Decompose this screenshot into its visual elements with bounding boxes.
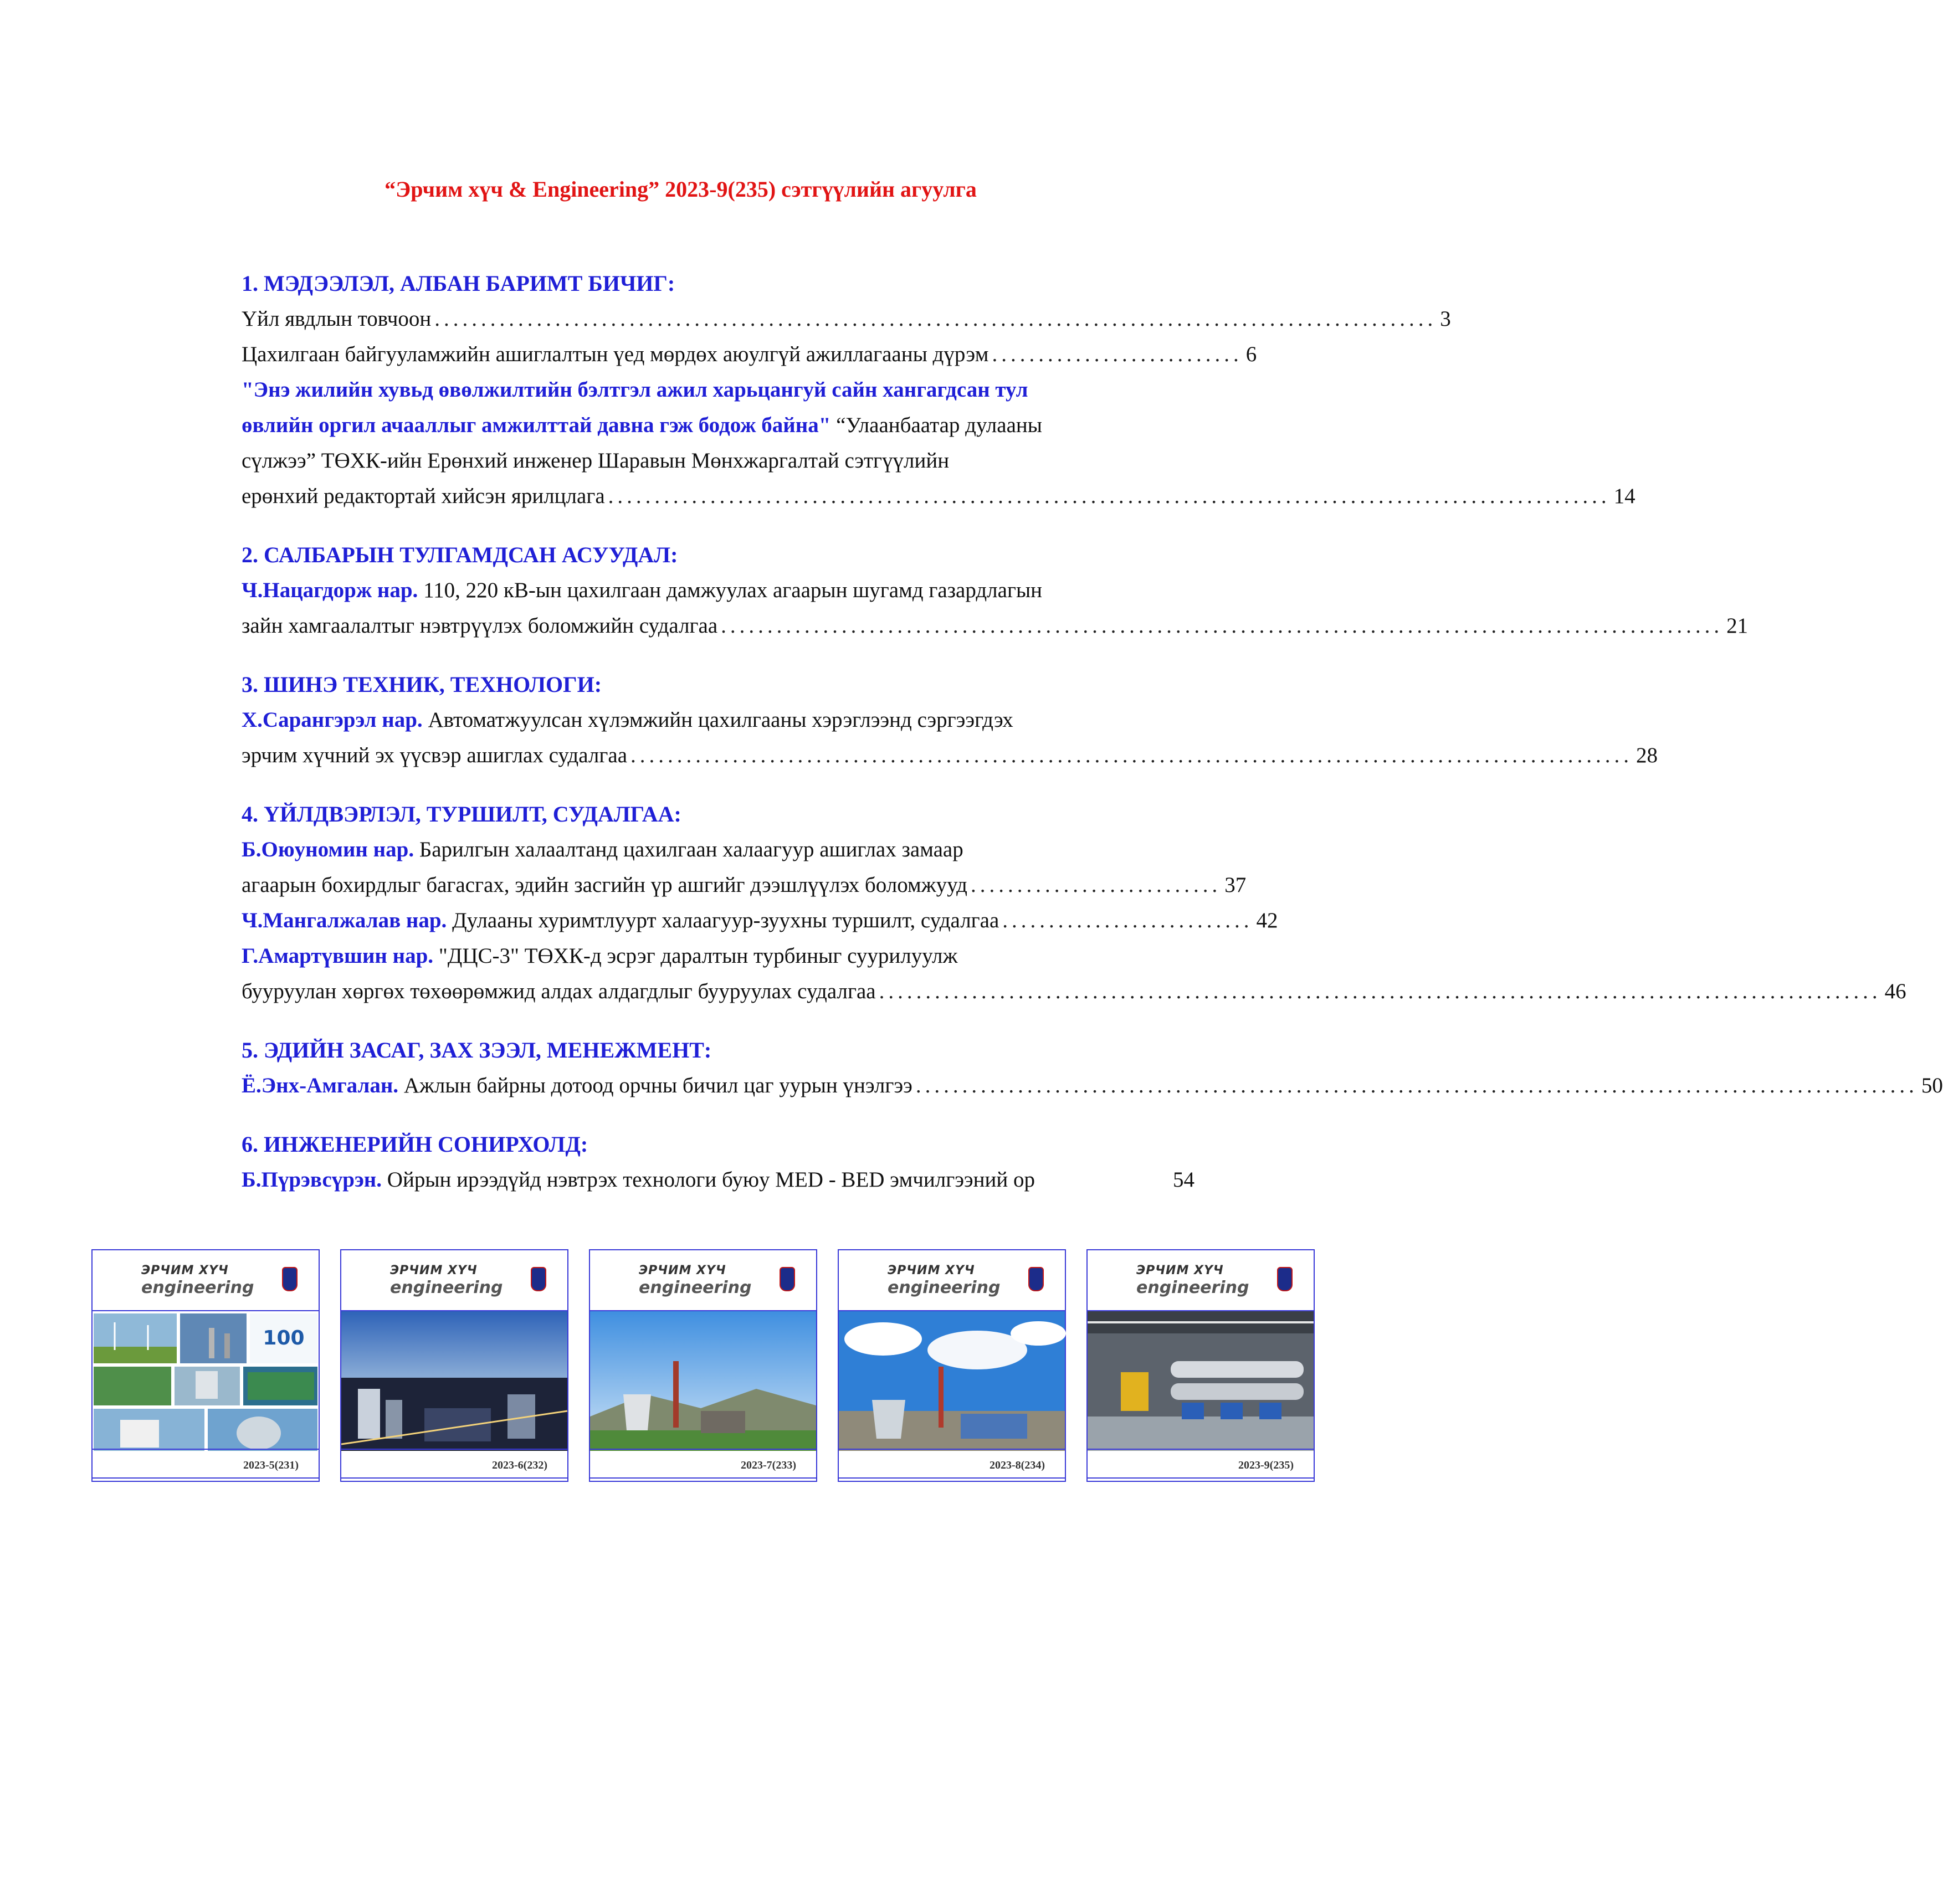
magazine-cover[interactable] <box>91 1249 320 1482</box>
badge-100: 100 <box>263 1327 305 1349</box>
dot-leader: ........................... <box>1002 909 1253 932</box>
cover-photo-boiler-room <box>1088 1311 1314 1451</box>
toc-entry[interactable] <box>242 868 1247 903</box>
cover-brand: engineering <box>141 1278 254 1297</box>
cover-brand: ЭРЧИМ ХҮЧ <box>888 1264 975 1277</box>
section-5 <box>242 1033 1943 1104</box>
cover-footer <box>93 1449 319 1481</box>
entry-title: агаарын бохирдлыг багасгах, эдийн засгийн үр ашгийг дээшлүүлэх боломжууд <box>242 873 967 897</box>
entry-title: Ойрын ирээдүйд нэвтрэх технологи буюу MED - BED эмчилгээний ор <box>382 1168 1035 1192</box>
cover-brand: ЭРЧИМ ХҮЧ <box>1136 1264 1224 1277</box>
section-heading: 6. ИНЖЕНЕРИЙН СОНИРХОЛД: <box>242 1132 588 1157</box>
cover-photo-plant-clouds <box>839 1311 1065 1451</box>
page-title: “Эрчим хүч & Engineering” 2023-9(235) сэтгүүлийн агуулга <box>385 177 977 202</box>
emblem-icon <box>1277 1267 1293 1291</box>
article-line[interactable]: Ч.Нацагдорж нар. 110, 220 кВ-ын цахилгаан дамжуулах агаарын шугамд газардлагын <box>242 578 1043 602</box>
page-number: 21 <box>1726 614 1749 638</box>
entry-title: Дулааны хуримтлуурт халаагуур-зуухны туршилт, судалгаа <box>447 909 999 932</box>
cover-header <box>93 1250 319 1311</box>
entry-title: бууруулан хөргөх төхөөрөмжид алдах алдагдлыг бууруулах судалгаа <box>242 979 876 1003</box>
toc-entry[interactable] <box>242 479 1636 514</box>
emblem-icon <box>1028 1267 1044 1291</box>
page-number: 6 <box>1245 342 1257 366</box>
page-number: 3 <box>1440 307 1451 331</box>
cover-brand: engineering <box>1136 1278 1249 1297</box>
article-author: Ё.Энх-Амгалан. <box>242 1074 399 1097</box>
cover-header <box>341 1250 567 1311</box>
section-6 <box>242 1127 1194 1198</box>
page-number: 50 <box>1921 1074 1943 1097</box>
section-heading: 1. МЭДЭЭЛЭЛ, АЛБАН БАРИМТ БИЧИГ: <box>242 271 675 296</box>
page-number: 28 <box>1636 743 1658 767</box>
article-author: Х.Сарангэрэл нар. <box>242 708 423 732</box>
issue-number: 2023-7(233) <box>741 1459 796 1471</box>
entry-title: зайн хамгаалалтыг нэвтрүүлэх боломжийн судалгаа <box>242 614 718 638</box>
page-number: 42 <box>1256 909 1278 932</box>
article-author: Г.Амартүвшин нар. <box>242 944 434 968</box>
dot-leader: ............................................................................................................ <box>721 614 1724 638</box>
interview-desc-line: сүлжээ” ТӨХК-ийн Ерөнхий инженер Шаравын Мөнхжаргалтай сэтгүүлийн <box>242 449 950 473</box>
cover-footer <box>341 1449 567 1481</box>
entry-title: Цахилгаан байгууламжийн ашиглалтын үед мөрдөх аюулгүй ажиллагааны дүрэм <box>242 342 989 366</box>
page-number: 54 <box>1173 1168 1194 1192</box>
cover-brand: engineering <box>639 1278 752 1297</box>
article-author: Б.Пүрэвсүрэн. <box>242 1168 382 1192</box>
section-heading: 2. САЛБАРЫН ТУЛГАМДСАН АСУУДАЛ: <box>242 542 678 567</box>
cover-brand: engineering <box>888 1278 1001 1297</box>
dot-leader: ........................... <box>992 342 1243 366</box>
cover-brand: engineering <box>390 1278 503 1297</box>
dot-leader: ............................................................................................................ <box>630 743 1633 767</box>
toc-entry[interactable] <box>242 301 1451 337</box>
cover-footer <box>839 1449 1065 1481</box>
footer-rule <box>590 1477 816 1479</box>
toc-entry[interactable] <box>242 1068 1943 1104</box>
toc-entry[interactable] <box>242 974 1906 1009</box>
dot-leader: ............................................................................................................ <box>434 307 1437 331</box>
page-number: 14 <box>1613 484 1636 508</box>
magazine-cover[interactable] <box>1086 1249 1315 1482</box>
interview-title-line[interactable]: "Энэ жилийн хувьд өвөлжилтийн бэлтгэл ажил харьцангуй сайн хангагдсан тул <box>242 378 1028 402</box>
toc-entry[interactable] <box>242 1162 1194 1198</box>
issue-number: 2023-6(232) <box>492 1459 547 1471</box>
emblem-icon <box>780 1267 795 1291</box>
section-4 <box>242 797 1906 1009</box>
cover-photo-city-night <box>341 1311 567 1451</box>
entry-title: Үйл явдлын товчоон <box>242 307 432 331</box>
cover-brand: ЭРЧИМ ХҮЧ <box>390 1264 478 1277</box>
page-number: 46 <box>1884 979 1906 1003</box>
cover-gallery <box>91 1249 1316 1482</box>
cover-photo-power-plant <box>590 1311 816 1451</box>
footer-rule <box>93 1477 319 1479</box>
dot-leader: ............................................................................................................ <box>608 484 1611 508</box>
cover-footer <box>1088 1449 1314 1481</box>
issue-number: 2023-5(231) <box>243 1459 299 1471</box>
entry-title: ерөнхий редактортай хийсэн ярилцлага <box>242 484 605 508</box>
magazine-cover[interactable] <box>340 1249 568 1482</box>
magazine-cover[interactable] <box>589 1249 817 1482</box>
article-author: Ч.Мангалжалав нар. <box>242 909 447 932</box>
entry-title: Ажлын байрны дотоод орчны бичил цаг уурын үнэлгээ <box>398 1074 912 1097</box>
footer-rule <box>839 1477 1065 1479</box>
dot-leader: ........................... <box>970 873 1222 897</box>
cover-header <box>590 1250 816 1311</box>
dot-leader: ............................................................................................................ <box>879 979 1882 1003</box>
cover-brand: ЭРЧИМ ХҮЧ <box>141 1264 229 1277</box>
footer-rule <box>1088 1477 1314 1479</box>
cover-photo-collage <box>93 1311 319 1451</box>
section-heading: 4. ҮЙЛДВЭРЛЭЛ, ТУРШИЛТ, СУДАЛГАА: <box>242 802 681 827</box>
section-3 <box>242 667 1658 773</box>
toc-entry[interactable] <box>242 608 1749 644</box>
cover-header <box>1088 1250 1314 1311</box>
section-heading: 5. ЭДИЙН ЗАСАГ, ЗАХ ЗЭЭЛ, МЕНЕЖМЕНТ: <box>242 1038 712 1063</box>
article-line[interactable]: Г.Амартүвшин нар. "ДЦС-3" ТӨХК-д эсрэг даралтын турбиныг суурилуулж <box>242 944 958 968</box>
footer-rule <box>341 1477 567 1479</box>
article-author: Б.Оюуномин нар. <box>242 838 414 861</box>
article-line[interactable]: Х.Сарангэрэл нар. Автоматжуулсан хүлэмжийн цахилгааны хэрэглээнд сэргээгдэх <box>242 708 1013 732</box>
dot-leader: ............................................................................................................ <box>915 1074 1918 1097</box>
entry-title: эрчим хүчний эх үүсвэр ашиглах судалгаа <box>242 743 628 767</box>
table-of-contents <box>242 266 1943 1221</box>
article-author: Ч.Нацагдорж нар. <box>242 578 418 602</box>
issue-number: 2023-8(234) <box>990 1459 1045 1471</box>
section-2 <box>242 537 1749 644</box>
section-heading: 3. ШИНЭ ТЕХНИК, ТЕХНОЛОГИ: <box>242 672 602 697</box>
issue-number: 2023-9(235) <box>1238 1459 1294 1471</box>
cover-header <box>839 1250 1065 1311</box>
cover-brand: ЭРЧИМ ХҮЧ <box>639 1264 726 1277</box>
magazine-cover[interactable] <box>838 1249 1066 1482</box>
page-number: 37 <box>1224 873 1247 897</box>
toc-entry[interactable] <box>242 738 1658 773</box>
section-1 <box>242 266 1636 514</box>
cover-footer <box>590 1449 816 1481</box>
interview-title-line[interactable]: өвлийн оргил ачааллыг амжилттай давна гэж бодож байна" “Улаанбаатар дулааны <box>242 413 1042 437</box>
emblem-icon <box>282 1267 298 1291</box>
emblem-icon <box>531 1267 546 1291</box>
toc-entry[interactable] <box>242 903 1278 938</box>
toc-entry[interactable] <box>242 337 1257 372</box>
article-line[interactable]: Б.Оюуномин нар. Барилгын халаалтанд цахилгаан халаагуур ашиглах замаар <box>242 838 963 861</box>
